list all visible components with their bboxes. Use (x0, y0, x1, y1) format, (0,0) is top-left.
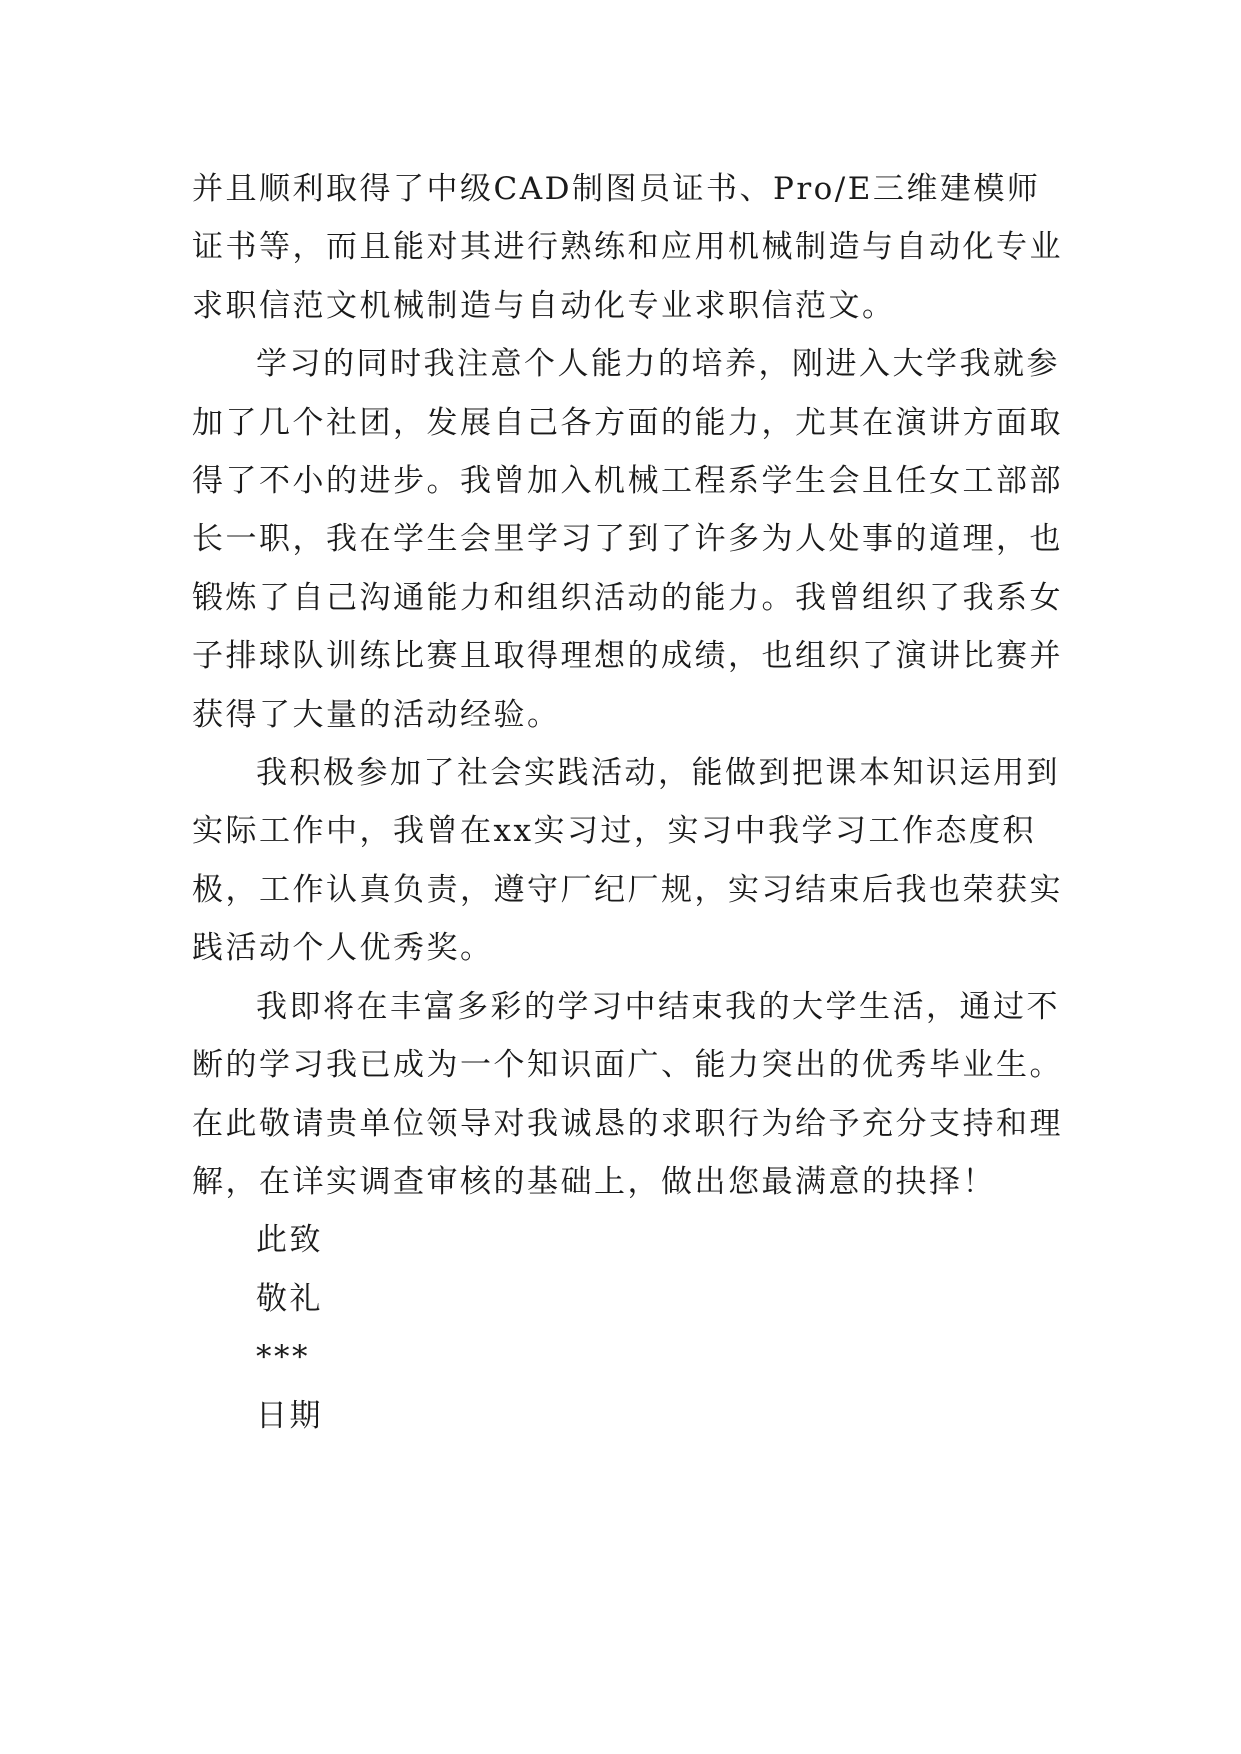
paragraph-1: 并且顺利取得了中级CAD制图员证书、Pro/E三维建模师证书等，而且能对其进行熟练和应用机械制造与自动化专业求职信范文机械制造与自动化专业求职信范文。 (192, 171, 1063, 324)
letter-body (192, 160, 1072, 1445)
paragraph-4: 我即将在丰富多彩的学习中结束我的大学生活，通过不断的学习我已成为一个知识面广、能力突出的优秀毕业生。在此敬请贵单位领导对我诚恳的求职行为给予充分支持和理解，在详实调查审核的基础上，做出您最满意的抉择！ (192, 988, 1063, 1200)
closing-salutation-2: 敬礼 (256, 1280, 323, 1317)
closing-salutation-1: 此致 (256, 1222, 323, 1259)
paragraph-3: 我积极参加了社会实践活动，能做到把课本知识运用到实际工作中，我曾在xx实习过，实习中我学习工作态度积极，工作认真负责，遵守厂纪厂规，实习结束后我也荣获实践活动个人优秀奖。 (192, 755, 1063, 967)
paragraph-2: 学习的同时我注意个人能力的培养，刚进入大学我就参加了几个社团，发展自己各方面的能力，尤其在演讲方面取得了不小的进步。我曾加入机械工程系学生会且任女工部部长一职，我在学生会里学习了到了许多为人处事的道理，也锻炼了自己沟通能力和组织活动的能力。我曾组织了我系女子排球队训练比赛且取得理想的成绩，也组织了演讲比赛并获得了大量的活动经验。 (192, 346, 1063, 733)
date-label: 日期 (256, 1397, 323, 1434)
signature: *** (256, 1339, 310, 1376)
